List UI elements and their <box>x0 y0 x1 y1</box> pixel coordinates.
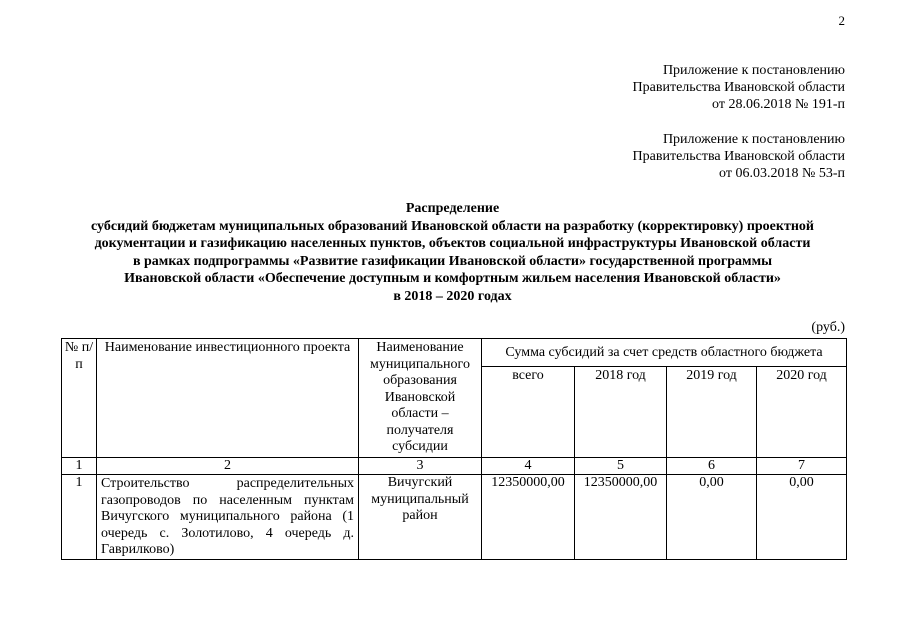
row-project: Строительство распределительных газопроводов по населенным пунктам Вичугского муниципального района (1 очередь с. Золотилово, 4 очередь д. Гаврилково) <box>97 475 359 560</box>
header-project: Наименование инвестиционного проекта <box>97 339 359 458</box>
appendix-line: Правительства Ивановской области <box>632 149 845 164</box>
title-line: в 2018 – 2020 годах <box>393 288 512 304</box>
header-2020: 2020 год <box>757 367 847 458</box>
appendix-note-current <box>633 62 845 113</box>
column-number: 5 <box>575 458 667 475</box>
appendix-date-line: от 28.06.2018 № 191-п <box>712 97 845 112</box>
appendix-line: Приложение к постановлению <box>662 132 845 147</box>
row-number: 1 <box>62 475 97 560</box>
column-number: 3 <box>359 458 482 475</box>
column-number: 1 <box>62 458 97 475</box>
column-number: 7 <box>757 458 847 475</box>
header-subsidy-group: Сумма субсидий за счет средств областного бюджета <box>482 339 847 367</box>
column-number: 6 <box>667 458 757 475</box>
header-2019: 2019 год <box>667 367 757 458</box>
header-total: всего <box>482 367 575 458</box>
title-line: Ивановской области «Обеспечение доступным и комфортным жильем населения Ивановской области» <box>124 271 781 286</box>
header-number: № п/п <box>62 339 97 458</box>
table-header-row <box>62 339 847 367</box>
subsidy-table <box>61 338 847 560</box>
column-number-row <box>62 458 847 475</box>
appendix-line: Правительства Ивановской области <box>632 80 845 95</box>
appendix-date-line: от 06.03.2018 № 53-п <box>719 166 845 181</box>
row-municipality: Вичугский муниципальный район <box>359 475 482 560</box>
row-total: 12350000,00 <box>482 475 575 560</box>
document-title <box>40 200 865 305</box>
header-municipality: Наименование муниципального образования Ивановской области – получателя субсидии <box>359 339 482 458</box>
row-2019: 0,00 <box>667 475 757 560</box>
page-number: 2 <box>838 13 845 28</box>
title-line: Распределение <box>405 201 500 216</box>
currency-unit: (руб.) <box>811 320 845 335</box>
appendix-line: Приложение к постановлению <box>662 63 845 78</box>
title-line: документации и газификацию населенных пунктов, объектов социальной инфраструктуры Ивановской области <box>94 236 811 251</box>
appendix-note-original <box>633 131 845 182</box>
column-number: 2 <box>97 458 359 475</box>
title-line: в рамках подпрограммы «Развитие газификации Ивановской области» государственной программы <box>132 253 773 269</box>
row-2020: 0,00 <box>757 475 847 560</box>
column-number: 4 <box>482 458 575 475</box>
table-row <box>62 475 847 560</box>
header-2018: 2018 год <box>575 367 667 458</box>
title-line: субсидий бюджетам муниципальных образований Ивановской области на разработку (корректировку) проектной <box>91 218 814 234</box>
row-2018: 12350000,00 <box>575 475 667 560</box>
